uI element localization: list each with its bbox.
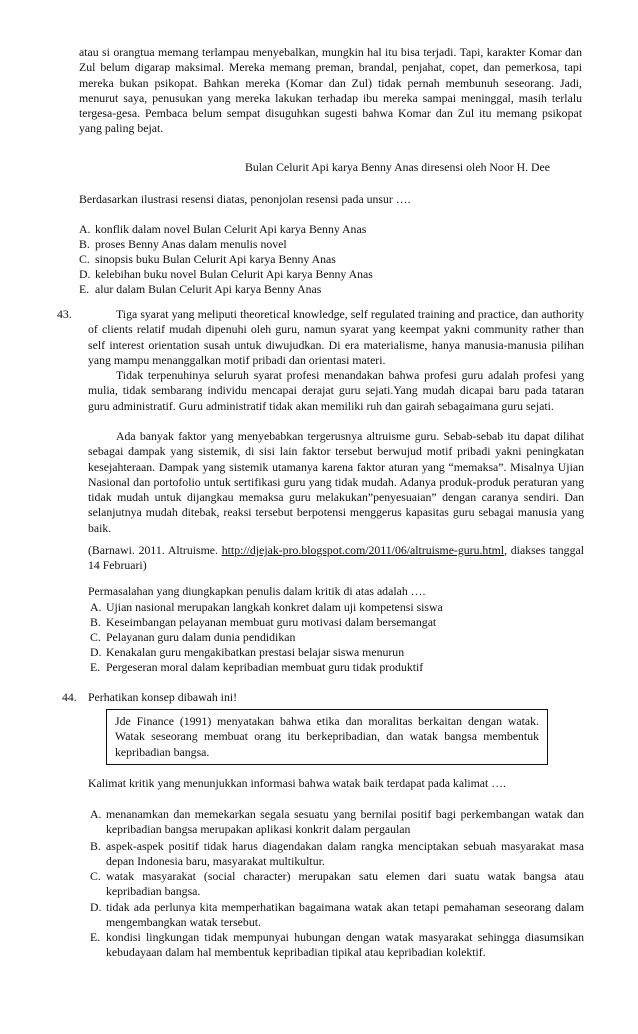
option-text: watak masyarakat (social character) merupakan satu elemen dari suatu watak bangsa atau kepribadian bangsa. bbox=[106, 869, 584, 899]
option-letter: E. bbox=[79, 282, 90, 296]
q43-number: 43. bbox=[57, 307, 72, 321]
option-letter: D. bbox=[90, 645, 102, 659]
q43-question: Permasalahan yang diungkapkan penulis dalam kritik di atas adalah …. bbox=[88, 584, 426, 598]
q43-paragraph-3: Ada banyak faktor yang menyebabkan tergerusnya altruisme guru. Sebab-sebab itu dapat dilihat sebagai dampak yang sistemik, di sisi lain faktor tersebut berwujud motif pribadi yakni peningkatan kesejahteraan. Dampak yang sistemik utamanya karena faktor aturan yang “memaksa”. Misalnya Ujian Nasional dan portofolio untuk sertifikasi guru yang tidak mudah. Adanya produk-produk peraturan yang tidak mudah untuk dijangkau memaksa guru melakukan”penyesuaian” dengan caranya sendiri. Dan selanjutnya mudah ditebak, reaksi tersebut berpotensi menggerus kapasitas guru sebagai manusia yang baik. bbox=[88, 429, 584, 535]
citation-text-end: , diakses tanggal 14 Februari) bbox=[88, 543, 584, 573]
option-letter: B. bbox=[90, 615, 101, 629]
q44-number: 44. bbox=[62, 690, 77, 704]
q42-review-paragraph: atau si orangtua memang terlampau menyebalkan, mungkin hal itu bisa terjadi. Tapi, karakter Komar dan Zul belum digarap maksimal. Mereka memang preman, brandal, penjahat, copet, dan pemerkosa, tapi mereka bukan psikopat. Bahkan mereka (Komar dan Zul) tidak pernah membunuh seseorang. Jadi, menurut saya, penusukan yang mereka lakukan terhadap ibu mereka sampai meninggal, masih terlalu tergesa-gesa. Pembaca belum sempat disuguhkan sugesti bahwa Komar dan Zul itu memang psikopat yang paling bejat. bbox=[79, 45, 582, 136]
q43-citation bbox=[88, 543, 584, 574]
option-text: tidak ada perlunya kita memperhatikan bagaimana watak akan tetapi pemahaman seseorang dalam mengembangkan watak tersebut. bbox=[106, 900, 584, 930]
option-text: sinopsis buku Bulan Celurit Api karya Benny Anas bbox=[95, 252, 336, 266]
q44-question: Kalimat kritik yang menunjukkan informasi bahwa watak baik terdapat pada kalimat …. bbox=[88, 776, 507, 790]
q42-option-d[interactable] bbox=[79, 267, 585, 282]
option-text: Pergeseran moral dalam kepribadian membuat guru tidak produktif bbox=[106, 660, 424, 674]
citation-text: (Barnawi. 2011. Altruisme. bbox=[88, 543, 222, 557]
q43-option-a[interactable] bbox=[90, 600, 584, 615]
q44-option-b[interactable] bbox=[90, 839, 584, 870]
option-letter: B. bbox=[79, 237, 90, 251]
q44-prompt: Perhatikan konsep dibawah ini! bbox=[88, 690, 238, 704]
option-text: aspek-aspek positif tidak harus diagendakan dalam rangka menciptakan sebuah masyarakat masa depan Indonesia baru, masyarakat multikultur. bbox=[106, 839, 584, 869]
option-letter: D. bbox=[79, 267, 91, 281]
option-letter: A. bbox=[79, 222, 91, 236]
q44-option-a[interactable] bbox=[90, 807, 584, 838]
q43-option-c[interactable] bbox=[90, 630, 584, 645]
option-letter: D. bbox=[90, 900, 102, 914]
q42-option-e[interactable] bbox=[79, 282, 585, 297]
q43-option-d[interactable] bbox=[90, 645, 584, 660]
q43-option-b[interactable] bbox=[90, 615, 584, 630]
q42-option-c[interactable] bbox=[79, 252, 585, 267]
q42-option-a[interactable] bbox=[79, 222, 585, 237]
q44-option-d[interactable] bbox=[90, 900, 584, 931]
option-letter: A. bbox=[90, 600, 102, 614]
q44-concept-box: Jde Finance (1991) menyatakan bahwa etika dan moralitas berkaitan dengan watak. Watak seseorang membuat orang itu berkepribadian, dan watak bangsa membentuk kepribadian bangsa. bbox=[106, 709, 548, 765]
q44-option-c[interactable] bbox=[90, 869, 584, 900]
option-letter: E. bbox=[90, 660, 101, 674]
q43-paragraph-2: Tidak terpenuhinya seluruh syarat profesi menandakan bahwa profesi guru adalah profesi yang mulia, tidak sembarang individu mencapai derajat guru sejati.Yang mudah dicapai baru pada tataran guru administratif. Guru administratif tidak akan memiliki ruh dan gairah sebagaimana guru sejati. bbox=[88, 368, 584, 413]
q42-question: Berdasarkan ilustrasi resensi diatas, penonjolan resensi pada unsur …. bbox=[79, 192, 411, 206]
option-text: konflik dalam novel Bulan Celurit Api karya Benny Anas bbox=[95, 222, 367, 236]
q42-source-line: Bulan Celurit Api karya Benny Anas diresensi oleh Noor H. Dee bbox=[245, 160, 551, 174]
option-letter: B. bbox=[90, 839, 101, 853]
option-text: Pelayanan guru dalam dunia pendidikan bbox=[106, 630, 296, 644]
option-letter: A. bbox=[90, 807, 102, 821]
option-text: Ujian nasional merupakan langkah konkret dalam uji kompetensi siswa bbox=[106, 600, 443, 614]
option-text: alur dalam Bulan Celurit Api karya Benny Anas bbox=[95, 282, 322, 296]
option-text: Keseimbangan pelayanan membuat guru motivasi dalam bersemangat bbox=[106, 615, 437, 629]
option-letter: C. bbox=[90, 869, 101, 883]
q43-option-e[interactable] bbox=[90, 660, 584, 675]
q43-paragraph-1: Tiga syarat yang meliputi theoretical knowledge, self regulated training and practice, dan authority of clients relatif mudah dipenuhi oleh guru, namun syarat yang keempat yakni community rather than self interest orientation susah untuk diwujudkan. Di era materialisme, hanya manusia-manusia pilihan yang mampu menanggalkan motif pribadi dan orientasi materi. bbox=[88, 307, 584, 367]
citation-link[interactable]: http://djejak-pro.blogspot.com/2011/06/altruisme-guru.html bbox=[221, 543, 505, 557]
q42-option-b[interactable] bbox=[79, 237, 585, 252]
option-letter: E. bbox=[90, 930, 101, 944]
option-letter: C. bbox=[79, 252, 90, 266]
option-text: menanamkan dan memekarkan segala sesuatu yang bernilai positif bagi perkembangan watak dan kepribadian bangsa merupakan aplikasi konkrit dalam pergaulan bbox=[106, 807, 584, 837]
option-text: kelebihan buku novel Bulan Celurit Api karya Benny Anas bbox=[95, 267, 373, 281]
option-text: Kenakalan guru mengakibatkan prestasi belajar siswa menurun bbox=[106, 645, 405, 659]
q44-option-e[interactable] bbox=[90, 930, 584, 961]
option-text: proses Benny Anas dalam menulis novel bbox=[95, 237, 287, 251]
option-text: kondisi lingkungan tidak mempunyai hubungan dengan watak masyarakat sehingga diasumsikan kebudayaan dalam hal membentuk kepribadian tipikal atau kepribadian kolektif. bbox=[106, 930, 584, 960]
option-letter: C. bbox=[90, 630, 101, 644]
